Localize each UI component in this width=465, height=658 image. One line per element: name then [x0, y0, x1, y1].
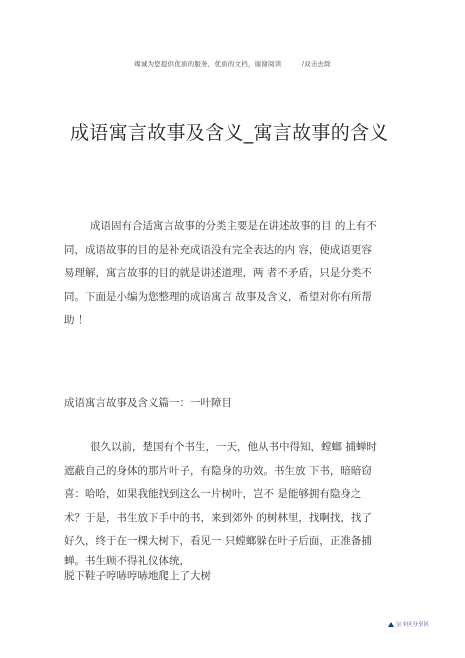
intro-line: 同。下面是小编为您整理的成语寓言 故事及含义，希望对你有所帮	[64, 290, 372, 303]
intro-line: 易理解，寓言故事的目的就是讲述道理，两 者不矛盾，只是分类不	[64, 267, 372, 279]
dismiss-link[interactable]: /双击去除	[301, 60, 331, 68]
story-line: 蝉。书生顾不得礼仪体统，	[64, 554, 190, 567]
story-line: 脱下鞋子哼哧哼哧地爬上了大树	[64, 569, 211, 582]
header-notice: 竭诚为您提供优质的服务，优质的文档，谢谢阅读	[134, 60, 282, 68]
footer-link-label: 宝卡区分享区	[396, 622, 430, 628]
story-line: 喜：哈哈，如果我能找到这么一片树叶，岂不 是能够拥有隐身之	[64, 488, 362, 500]
triangle-icon	[388, 622, 394, 627]
document-title: 成语寓言故事及含义_寓言故事的含义	[70, 122, 389, 144]
story-line: 好久，终于在一棵大树下，看见一 只螳螂躲在叶子后面，正准备捕	[64, 535, 372, 547]
story-paragraph	[64, 436, 406, 584]
intro-paragraph	[64, 215, 406, 333]
story-line: 遮蔽自己的身体的那片叶子，有隐身的功效。书生放 下书，暗暗窃	[64, 464, 372, 477]
story-line: 术？于是，书生放下手中的书，来到郊外 的树林里，找啊找，找了	[64, 511, 372, 524]
intro-line: 成语固有合适寓言故事的分类主要是在讲述故事的目 的上有不	[90, 220, 377, 232]
section-heading: 成语寓言故事及含义篇一：一叶障目	[64, 397, 232, 409]
story-line: 很久以前，楚国有个书生，一天，他从书中得知，螳螂 捕蝉时	[90, 441, 377, 453]
watermark-header	[0, 59, 465, 68]
footer-link[interactable]	[388, 620, 429, 628]
intro-line: 同，成语故事的目的是补充成语没有完全表达的内 容，使成语更容	[64, 243, 372, 256]
intro-line: 助 ！	[64, 314, 89, 326]
